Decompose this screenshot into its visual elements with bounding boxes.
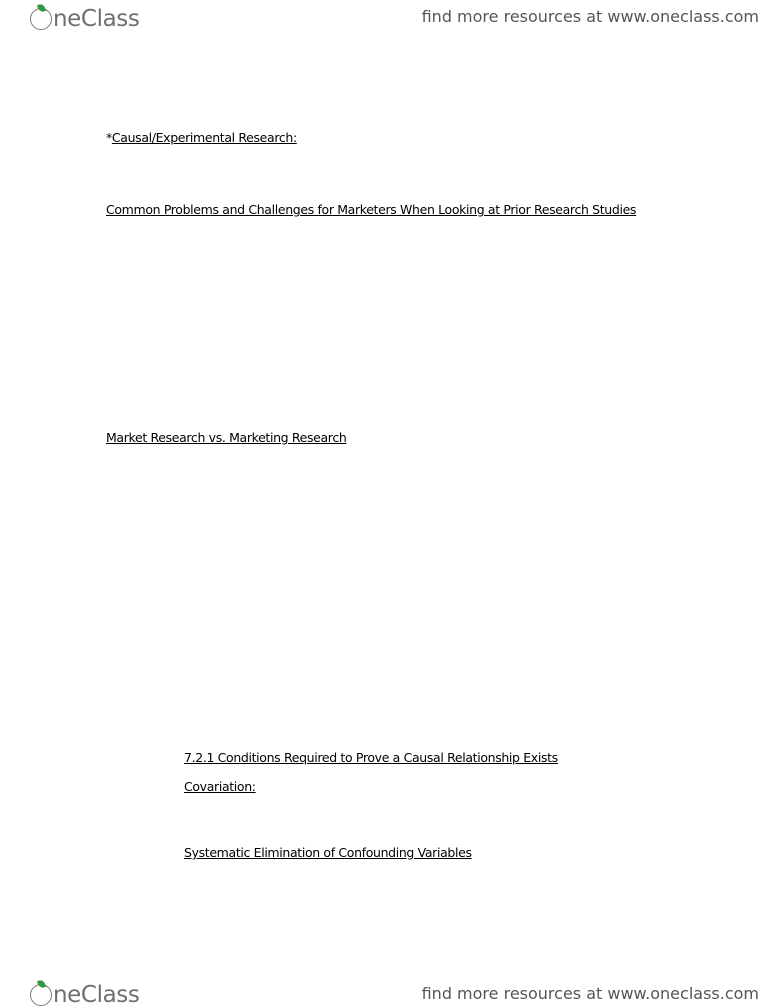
oneclass-footer-logo xyxy=(30,978,139,1008)
logo-o-icon xyxy=(30,984,52,1006)
leaf-icon xyxy=(37,979,46,989)
market-vs-marketing-heading: Market Research vs. Marketing Research xyxy=(106,430,347,445)
causal-experimental-heading xyxy=(106,130,297,146)
asterisk: * xyxy=(106,130,112,145)
logo-o-icon xyxy=(30,8,52,30)
systematic-elimination-heading: Systematic Elimination of Confounding Variables xyxy=(184,845,472,860)
logo-text: neClass xyxy=(53,6,140,32)
oneclass-logo xyxy=(30,2,139,32)
covariation-heading: Covariation: xyxy=(184,779,256,794)
footer-promo-text: find more resources at www.oneclass.com xyxy=(421,984,759,1003)
common-problems-heading: Common Problems and Challenges for Marketers When Looking at Prior Research Studies xyxy=(106,202,637,217)
leaf-icon xyxy=(37,3,46,13)
footer-logo-text: neClass xyxy=(53,982,140,1008)
conditions-causal-heading: 7.2.1 Conditions Required to Prove a Causal Relationship Exists xyxy=(184,750,558,765)
header-promo-text: find more resources at www.oneclass.com xyxy=(421,7,759,26)
causal-experimental-title: Causal/Experimental Research: xyxy=(111,130,297,145)
